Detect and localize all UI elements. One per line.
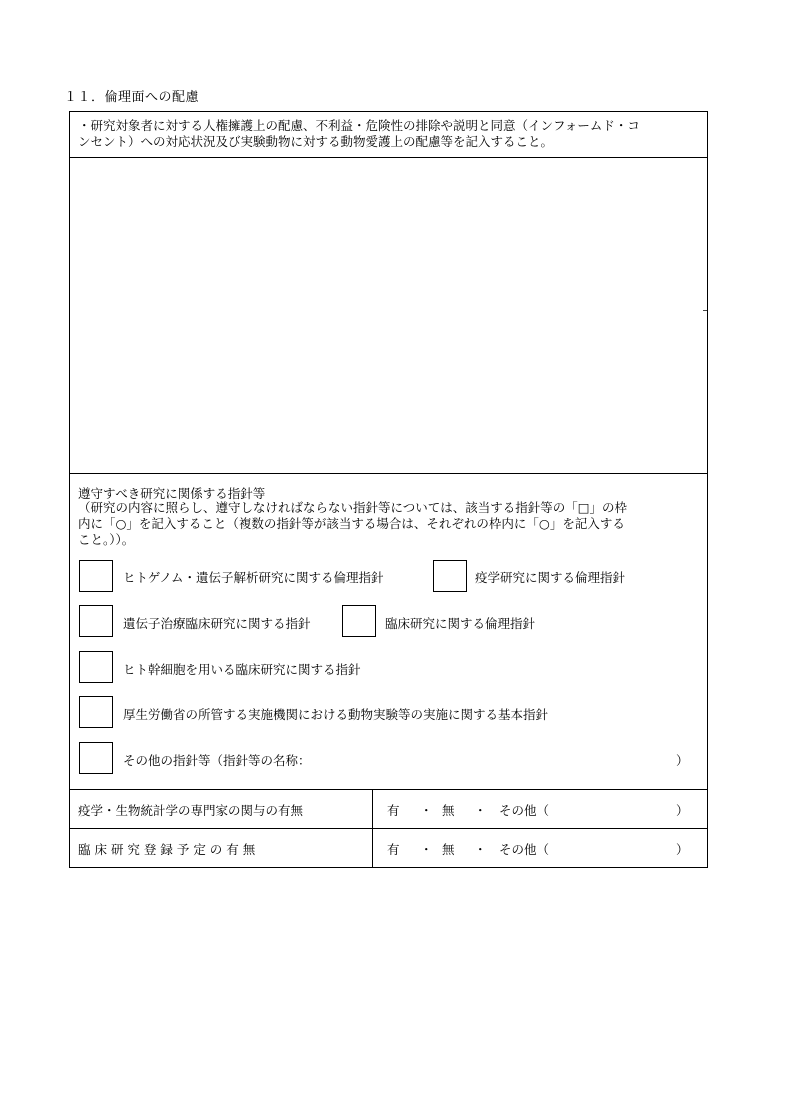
checkbox-animal-experiment-guideline[interactable]: [79, 696, 113, 728]
label-clinical-research-guideline: 臨床研究に関する倫理指針: [385, 616, 536, 631]
column-divider: [372, 829, 373, 868]
option-separator: ・: [420, 803, 433, 818]
trial-registration-row: [70, 829, 707, 868]
label-animal-experiment-guideline: 厚生労働省の所管する実施機関における動物実験等の実施に関する基本指針: [123, 707, 549, 722]
checkbox-gene-therapy-guideline[interactable]: [79, 605, 113, 637]
margin-tick: [703, 310, 707, 311]
guidelines-note-line-3: こと。））。: [78, 532, 135, 547]
checkbox-genome-guideline[interactable]: [79, 560, 113, 592]
option-no[interactable]: 無: [442, 842, 455, 857]
checkbox-epidemiology-guideline[interactable]: [433, 560, 467, 592]
label-epidemiology-guideline: 疫学研究に関する倫理指針: [475, 570, 626, 585]
guidelines-note-line-2: 内に「○」を記入すること（複数の指針等が該当する場合は、それぞれの枠内に「○」を記入する: [78, 516, 625, 531]
option-separator: ・: [474, 803, 487, 818]
checkbox-other-guideline[interactable]: [79, 742, 113, 774]
label-other-guideline: その他の指針等（指針等の名称：: [123, 753, 311, 768]
label-stem-cell-guideline: ヒト幹細胞を用いる臨床研究に関する指針: [123, 662, 361, 677]
trial-registration-label: 臨 床 研 究 登 録 予 定 の 有 無: [78, 842, 256, 857]
option-no[interactable]: 無: [442, 803, 455, 818]
guidelines-section: [70, 474, 707, 790]
instruction-line-1: ・研究対象者に対する人権擁護上の配慮、不利益・危険性の排除や説明と同意（インフォームド・コ: [78, 118, 640, 133]
other-close-paren: ）: [676, 842, 689, 857]
option-other[interactable]: その他（: [499, 803, 550, 818]
instruction-line-2: ンセント）への対応状況及び実験動物に対する動物愛護上の配慮等を記入すること。: [78, 134, 554, 149]
guidelines-note: [78, 500, 698, 548]
section-heading: １１．倫理面への配慮: [64, 90, 200, 105]
checkbox-stem-cell-guideline[interactable]: [79, 651, 113, 683]
option-yes[interactable]: 有: [387, 842, 400, 857]
ethics-form: [69, 111, 708, 868]
option-separator: ・: [474, 842, 487, 857]
other-guideline-close-paren: ）: [676, 753, 689, 768]
specialist-involvement-label: 疫学・生物統計学の専門家の関与の有無: [78, 803, 304, 818]
option-separator: ・: [420, 842, 433, 857]
guidelines-note-line-1: （研究の内容に照らし、遵守しなければならない指針等については、該当する指針等の「□」の枠: [78, 500, 628, 515]
free-text-area[interactable]: [70, 158, 707, 474]
column-divider: [372, 790, 373, 828]
instruction-box: [70, 112, 707, 158]
label-genome-guideline: ヒトゲノム・遺伝子解析研究に関する倫理指針: [123, 570, 384, 585]
guidelines-title: 遵守すべき研究に関係する指針等: [78, 486, 266, 501]
specialist-involvement-row: [70, 790, 707, 829]
option-yes[interactable]: 有: [387, 803, 400, 818]
option-other[interactable]: その他（: [499, 842, 550, 857]
label-gene-therapy-guideline: 遺伝子治療臨床研究に関する指針: [123, 616, 311, 631]
other-close-paren: ）: [676, 803, 689, 818]
checkbox-clinical-research-guideline[interactable]: [342, 605, 376, 637]
